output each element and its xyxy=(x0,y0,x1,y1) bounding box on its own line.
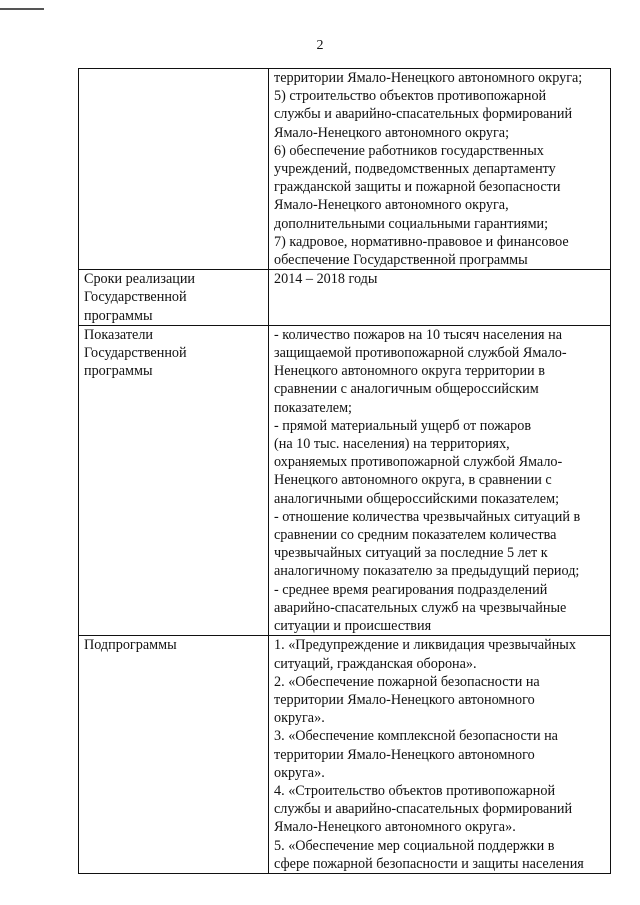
value-line: Ямало-Ненецкого автономного округа, xyxy=(274,197,509,214)
value-line: охраняемых противопожарной службой Ямало- xyxy=(274,454,563,471)
value-line: - прямой материальный ущерб от пожаров xyxy=(274,417,532,434)
value-line: показателем; xyxy=(274,399,352,416)
value-line: 3. «Обеспечение комплексной безопасности на xyxy=(274,728,558,745)
row-value-cell xyxy=(269,636,611,874)
label-line: Сроки реализации xyxy=(84,271,196,288)
row-label-cell xyxy=(79,325,269,635)
value-line: службы и аварийно-спасательных формирований xyxy=(274,106,573,123)
value-line: 2014 – 2018 годы xyxy=(274,271,378,288)
value-line: аварийно-спасательных служб на чрезвычайные xyxy=(274,599,567,616)
value-line: Ямало-Ненецкого автономного округа». xyxy=(274,819,516,836)
value-line: 1. «Предупреждение и ликвидация чрезвычайных xyxy=(274,637,576,654)
value-line: ситуаций, гражданская оборона». xyxy=(274,655,477,672)
value-line: 5. «Обеспечение мер социальной поддержки в xyxy=(274,837,555,854)
value-line: обеспечение Государственной программы xyxy=(274,252,528,269)
label-line: программы xyxy=(84,363,153,380)
label-line: программы xyxy=(84,307,153,324)
table-row xyxy=(79,325,611,635)
table-row xyxy=(79,636,611,874)
row-label-cell xyxy=(79,69,269,270)
table-row xyxy=(79,69,611,270)
row-label-cell xyxy=(79,270,269,326)
row-value-cell xyxy=(269,270,611,326)
value-line: аналогичному показателю за предыдущий период; xyxy=(274,563,580,580)
value-line: службы и аварийно-спасательных формирований xyxy=(274,801,573,818)
value-line: ситуации и происшествия xyxy=(274,618,432,635)
label-line: Показатели xyxy=(84,326,154,343)
row-value-cell xyxy=(269,69,611,270)
value-line: 5) строительство объектов противопожарной xyxy=(274,88,547,105)
table-row xyxy=(79,270,611,326)
row-label-cell xyxy=(79,636,269,874)
page-number: 2 xyxy=(316,38,324,53)
value-line: округа». xyxy=(274,764,325,781)
value-line: сравнении с аналогичным общероссийским xyxy=(274,381,539,398)
label-line: Государственной xyxy=(84,289,187,306)
value-line: (на 10 тыс. населения) на территориях, xyxy=(274,436,510,453)
value-line: территории Ямало-Ненецкого автономного xyxy=(274,691,535,708)
label-line: Подпрограммы xyxy=(84,637,177,654)
value-line: чрезвычайных ситуаций за последние 5 лет к xyxy=(274,545,548,562)
table-body xyxy=(79,69,611,874)
row-value-cell xyxy=(269,325,611,635)
value-line: Ненецкого автономного округа, в сравнении с xyxy=(274,472,552,489)
value-line: 2. «Обеспечение пожарной безопасности на xyxy=(274,673,540,690)
value-line: 6) обеспечение работников государственных xyxy=(274,142,544,159)
value-line: дополнительными социальными гарантиями; xyxy=(274,215,549,232)
value-line: учреждений, подведомственных департаменту xyxy=(274,161,556,178)
value-line: - количество пожаров на 10 тысяч населения на xyxy=(274,326,563,343)
value-line: территории Ямало-Ненецкого автономного xyxy=(274,746,535,763)
value-line: - отношение количества чрезвычайных ситуаций в xyxy=(274,508,581,525)
value-line: аналогичными общероссийскими показателем; xyxy=(274,490,560,507)
value-line: защищаемой противопожарной службой Ямало- xyxy=(274,345,567,362)
value-line: сфере пожарной безопасности и защиты населения xyxy=(274,855,584,872)
value-line: 4. «Строительство объектов противопожарной xyxy=(274,782,556,799)
corner-mark xyxy=(0,8,44,10)
value-line: гражданской защиты и пожарной безопасности xyxy=(274,179,561,196)
label-line: Государственной xyxy=(84,345,187,362)
value-line: округа». xyxy=(274,710,325,727)
value-line: Ямало-Ненецкого автономного округа; xyxy=(274,124,510,141)
value-line: Ненецкого автономного округа территории в xyxy=(274,363,545,380)
value-line: 7) кадровое, нормативно-правовое и финансовое xyxy=(274,233,569,250)
value-line: - среднее время реагирования подразделений xyxy=(274,581,548,598)
value-line: территории Ямало-Ненецкого автономного округа; xyxy=(274,70,583,86)
program-passport-table xyxy=(78,68,611,874)
value-line: сравнении со средним показателем количества xyxy=(274,527,557,544)
